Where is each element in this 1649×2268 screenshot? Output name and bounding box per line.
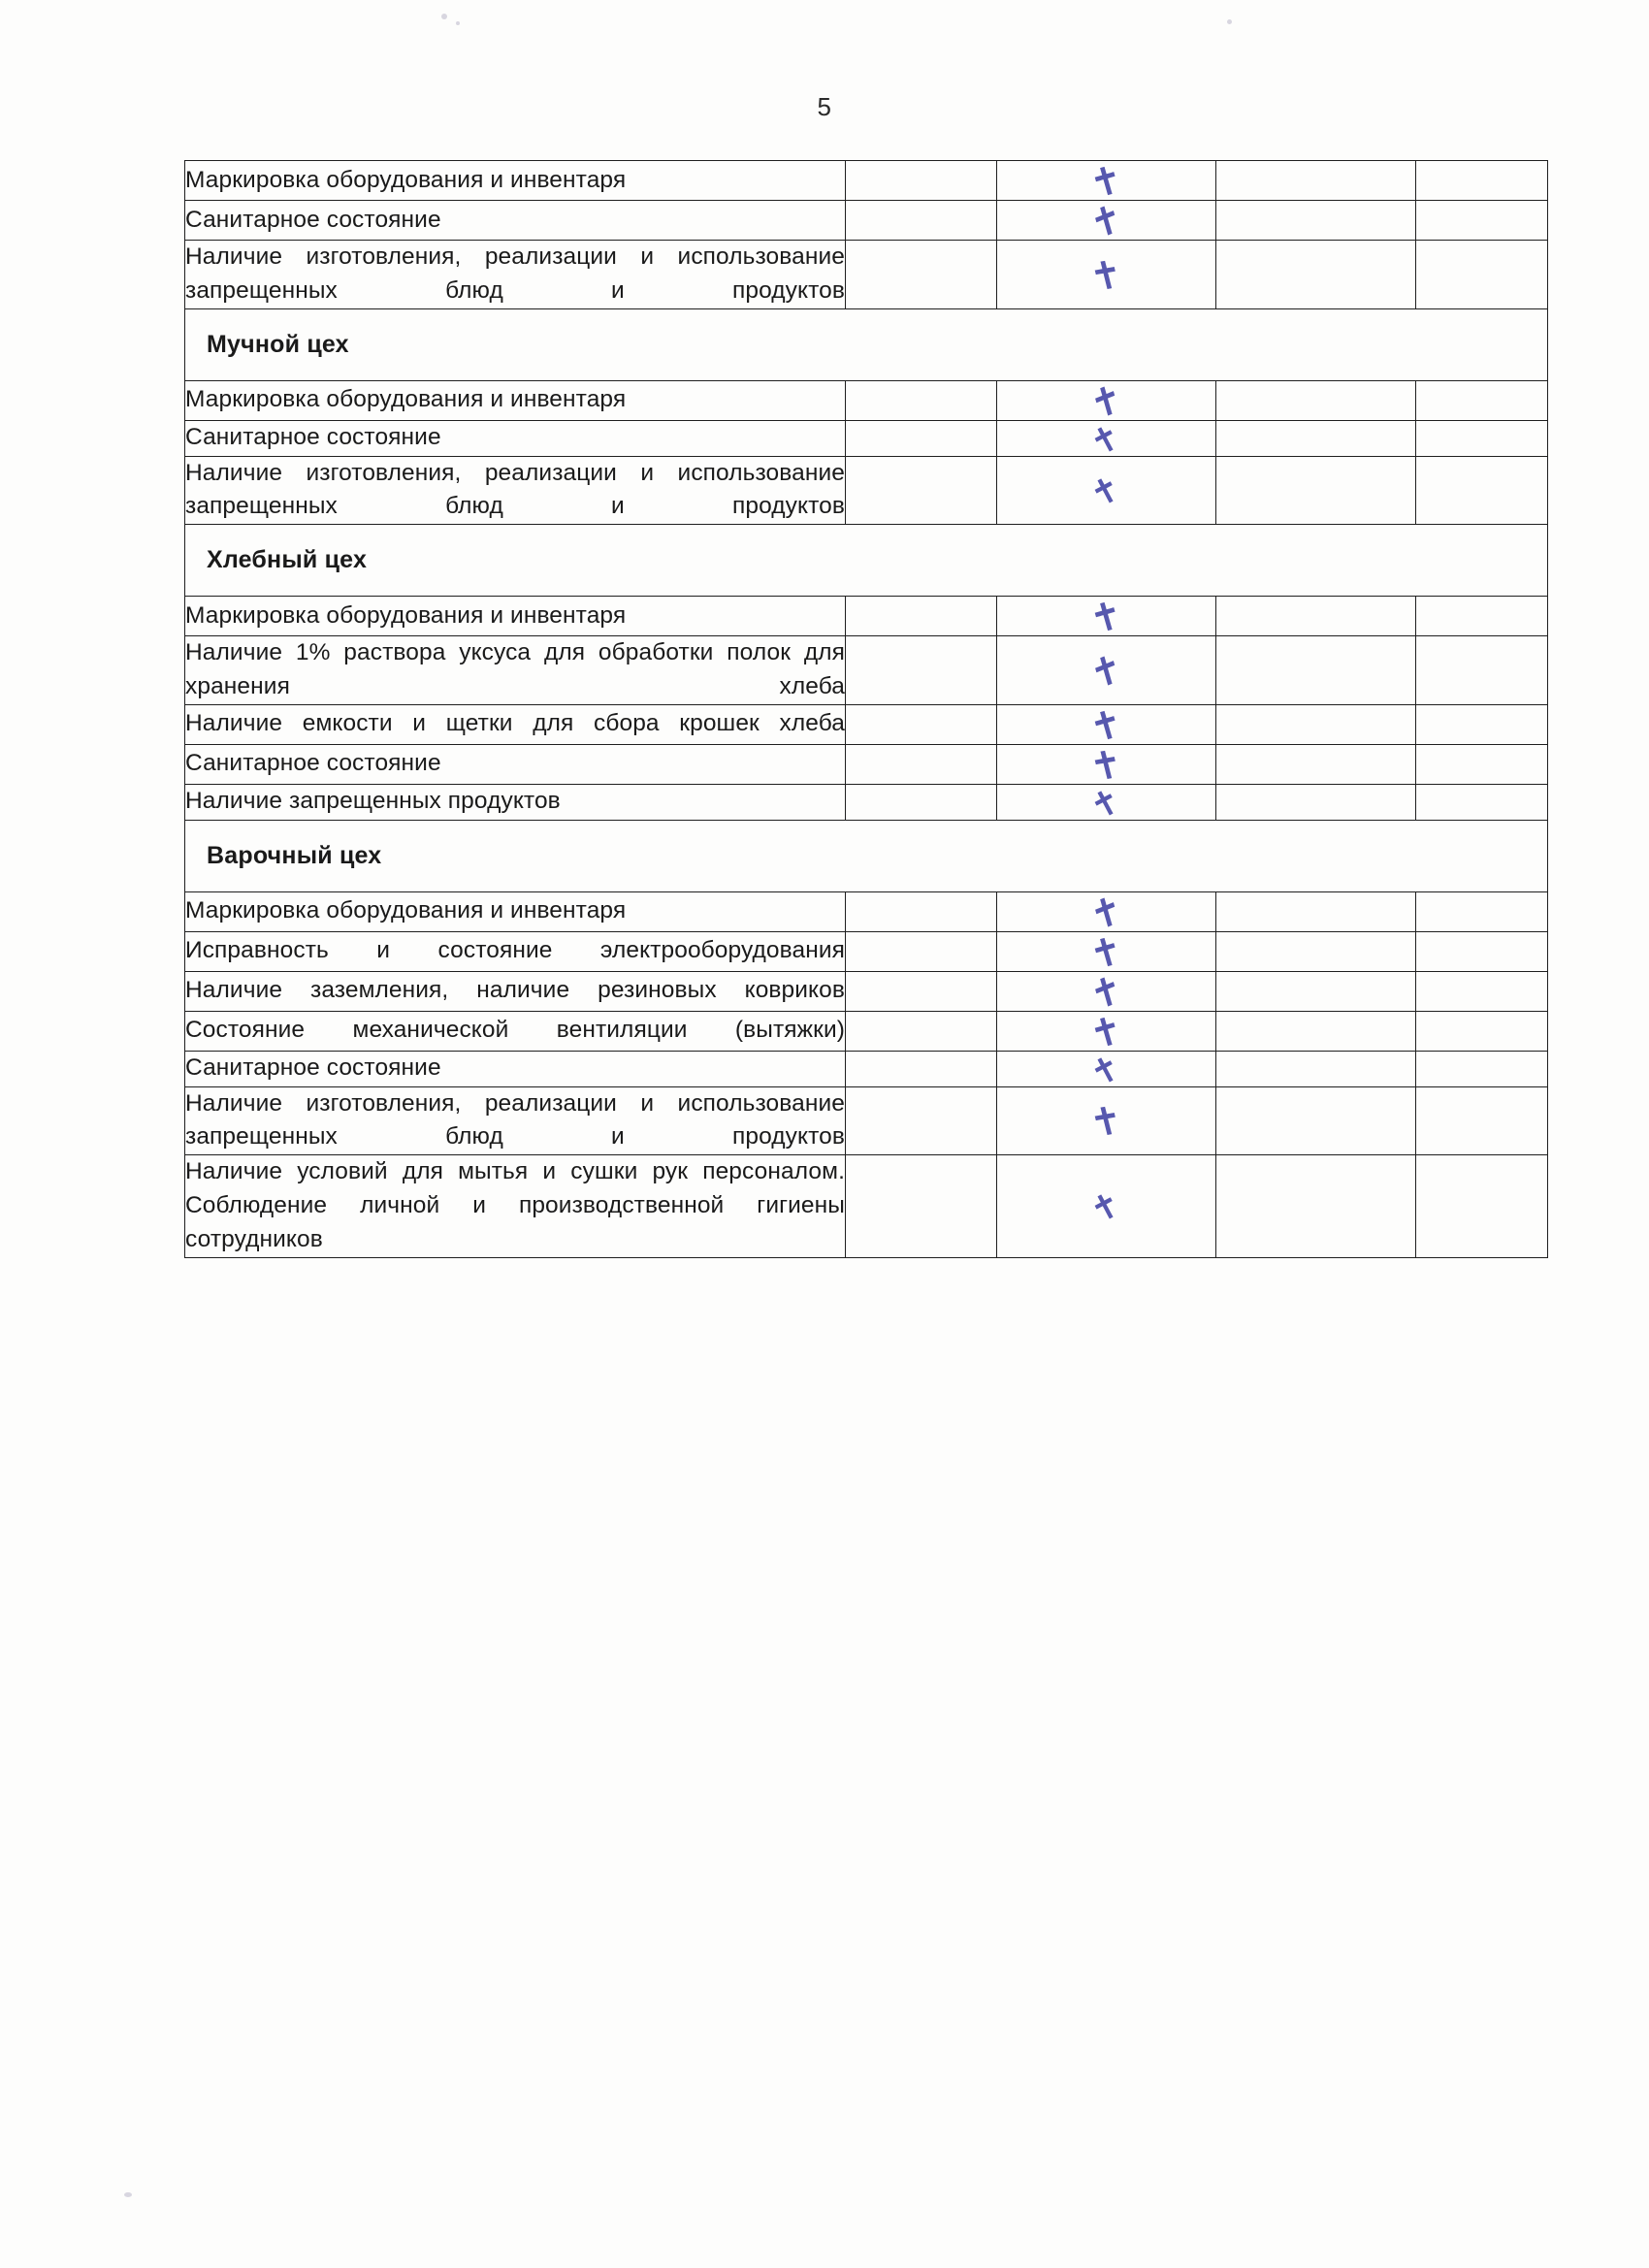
handwritten-check-mark: ✝	[1083, 468, 1129, 517]
row-label: Наличие условий для мытья и сушки рук персоналом. Соблюдение личной и производственной гигиены сотрудников	[185, 1155, 846, 1257]
scan-speck	[124, 2192, 132, 2197]
cell-column-5[interactable]	[1416, 241, 1548, 309]
cell-column-5[interactable]	[1416, 784, 1548, 820]
row-label: Санитарное состояние	[185, 420, 846, 456]
cell-column-2[interactable]	[846, 597, 997, 636]
section-header-row	[185, 308, 1548, 380]
scan-speck	[441, 14, 447, 19]
cell-column-5[interactable]	[1416, 891, 1548, 931]
cell-column-2[interactable]	[846, 161, 997, 201]
cell-column-2[interactable]	[846, 420, 997, 456]
cell-column-4[interactable]	[1216, 931, 1416, 971]
cell-column-5[interactable]	[1416, 380, 1548, 420]
handwritten-check-mark: ✝	[1084, 1098, 1128, 1147]
cell-column-4[interactable]	[1216, 704, 1416, 744]
handwritten-check-mark: ✝	[1083, 1183, 1129, 1233]
table-row	[185, 201, 1548, 241]
cell-column-3-checkmark[interactable]	[997, 741, 1216, 790]
table-row	[185, 931, 1548, 971]
cell-column-2[interactable]	[846, 784, 997, 820]
table-row	[185, 161, 1548, 201]
cell-column-4[interactable]	[1216, 380, 1416, 420]
cell-column-4[interactable]	[1216, 456, 1416, 525]
cell-column-4[interactable]	[1216, 971, 1416, 1011]
cell-column-3-checkmark[interactable]	[997, 241, 1216, 309]
cell-column-5[interactable]	[1416, 201, 1548, 241]
cell-column-2[interactable]	[846, 1155, 997, 1257]
handwritten-check-mark: ✝	[1084, 1006, 1128, 1058]
cell-column-4[interactable]	[1216, 1155, 1416, 1257]
cell-column-3-checkmark[interactable]	[997, 636, 1216, 705]
section-title: Варочный цех	[185, 820, 1548, 891]
cell-column-2[interactable]	[846, 704, 997, 744]
row-label: Состояние механической вентиляции (вытяжки)	[185, 1011, 846, 1051]
table-row	[185, 241, 1548, 309]
table-row	[185, 891, 1548, 931]
cell-column-5[interactable]	[1416, 420, 1548, 456]
cell-column-5[interactable]	[1416, 1086, 1548, 1155]
cell-column-2[interactable]	[846, 636, 997, 705]
cell-column-5[interactable]	[1416, 931, 1548, 971]
cell-column-2[interactable]	[846, 1086, 997, 1155]
cell-column-5[interactable]	[1416, 704, 1548, 744]
section-header-row	[185, 820, 1548, 891]
cell-column-3-checkmark[interactable]	[997, 926, 1216, 979]
row-label: Наличие запрещенных продуктов	[185, 784, 846, 820]
cell-column-4[interactable]	[1216, 744, 1416, 784]
handwritten-check-mark: ✝	[1083, 415, 1129, 465]
cell-column-3-checkmark[interactable]	[997, 965, 1216, 1021]
table-row	[185, 1051, 1548, 1086]
table-row	[185, 704, 1548, 744]
handwritten-check-mark: ✝	[1084, 699, 1128, 752]
row-label: Наличие изготовления, реализации и использование запрещенных блюд и продуктов	[185, 456, 846, 525]
scan-speck	[1227, 19, 1232, 24]
cell-column-3-checkmark[interactable]	[997, 886, 1216, 941]
handwritten-check-mark: ✝	[1084, 965, 1128, 1021]
row-label: Наличие изготовления, реализации и использование запрещенных блюд и продуктов	[185, 241, 846, 309]
cell-column-3-checkmark[interactable]	[997, 156, 1216, 208]
handwritten-check-mark: ✝	[1084, 926, 1128, 979]
table-row	[185, 744, 1548, 784]
row-label: Маркировка оборудования и инвентаря	[185, 380, 846, 420]
checklist-table	[184, 156, 1548, 1258]
cell-column-2[interactable]	[846, 891, 997, 931]
handwritten-check-mark: ✝	[1084, 886, 1128, 941]
handwritten-check-mark: ✝	[1084, 644, 1128, 699]
cell-column-5[interactable]	[1416, 1011, 1548, 1051]
row-label: Санитарное состояние	[185, 1051, 846, 1086]
cell-column-3-checkmark[interactable]	[997, 1155, 1216, 1257]
cell-column-5[interactable]	[1416, 1051, 1548, 1086]
cell-column-2[interactable]	[846, 1051, 997, 1086]
cell-column-3-checkmark[interactable]	[997, 1086, 1216, 1155]
table-row	[185, 597, 1548, 636]
table-row	[185, 784, 1548, 820]
handwritten-check-mark: ✝	[1084, 741, 1128, 790]
cell-column-5[interactable]	[1416, 597, 1548, 636]
cell-column-5[interactable]	[1416, 161, 1548, 201]
row-label: Исправность и состояние электрооборудования	[185, 931, 846, 971]
handwritten-check-mark: ✝	[1084, 251, 1128, 301]
cell-column-2[interactable]	[846, 971, 997, 1011]
table-row	[185, 1086, 1548, 1155]
cell-column-3-checkmark[interactable]	[997, 374, 1216, 430]
table-row	[185, 456, 1548, 525]
cell-column-4[interactable]	[1216, 1051, 1416, 1086]
cell-column-3-checkmark[interactable]	[997, 1046, 1216, 1095]
cell-column-3-checkmark[interactable]	[997, 456, 1216, 525]
cell-column-3-checkmark[interactable]	[997, 1006, 1216, 1058]
cell-column-4[interactable]	[1216, 420, 1416, 456]
cell-column-4[interactable]	[1216, 784, 1416, 820]
row-label: Наличие емкости и щетки для сбора крошек хлеба	[185, 704, 846, 744]
cell-column-3-checkmark[interactable]	[997, 779, 1216, 828]
section-title: Хлебный цех	[185, 525, 1548, 597]
row-label: Наличие 1% раствора уксуса для обработки полок для хранения хлеба	[185, 636, 846, 705]
table-row	[185, 420, 1548, 456]
cell-column-4[interactable]	[1216, 597, 1416, 636]
cell-column-5[interactable]	[1416, 636, 1548, 705]
cell-column-2[interactable]	[846, 241, 997, 309]
handwritten-check-mark: ✝	[1083, 1046, 1129, 1095]
row-label: Санитарное состояние	[185, 744, 846, 784]
page-number: 5	[817, 92, 832, 121]
cell-column-5[interactable]	[1416, 971, 1548, 1011]
cell-column-5[interactable]	[1416, 1155, 1548, 1257]
cell-column-4[interactable]	[1216, 201, 1416, 241]
cell-column-3-checkmark[interactable]	[997, 415, 1216, 465]
handwritten-check-mark: ✝	[1084, 374, 1128, 430]
section-title: Мучной цех	[185, 308, 1548, 380]
row-label: Маркировка оборудования и инвентаря	[185, 161, 846, 201]
cell-column-5[interactable]	[1416, 744, 1548, 784]
cell-column-5[interactable]	[1416, 456, 1548, 525]
checklist-table-wrapper	[184, 156, 1542, 1258]
cell-column-4[interactable]	[1216, 636, 1416, 705]
cell-column-3-checkmark[interactable]	[997, 699, 1216, 752]
scan-speck	[456, 21, 460, 25]
row-label: Маркировка оборудования и инвентаря	[185, 891, 846, 931]
cell-column-4[interactable]	[1216, 241, 1416, 309]
cell-column-2[interactable]	[846, 456, 997, 525]
handwritten-check-mark: ✝	[1084, 592, 1128, 643]
row-label: Санитарное состояние	[185, 201, 846, 241]
row-label: Маркировка оборудования и инвентаря	[185, 597, 846, 636]
section-header-row	[185, 525, 1548, 597]
handwritten-check-mark: ✝	[1084, 156, 1128, 208]
table-row	[185, 1011, 1548, 1051]
cell-column-4[interactable]	[1216, 891, 1416, 931]
cell-column-3-checkmark[interactable]	[997, 592, 1216, 643]
cell-column-4[interactable]	[1216, 1086, 1416, 1155]
cell-column-2[interactable]	[846, 201, 997, 241]
handwritten-check-mark: ✝	[1084, 194, 1128, 249]
table-row	[185, 971, 1548, 1011]
cell-column-2[interactable]	[846, 380, 997, 420]
table-row	[185, 380, 1548, 420]
table-row	[185, 636, 1548, 705]
row-label: Наличие заземления, наличие резиновых ковриков	[185, 971, 846, 1011]
table-row	[185, 1155, 1548, 1257]
cell-column-3-checkmark[interactable]	[997, 194, 1216, 249]
cell-column-4[interactable]	[1216, 1011, 1416, 1051]
cell-column-2[interactable]	[846, 1011, 997, 1051]
cell-column-4[interactable]	[1216, 161, 1416, 201]
cell-column-2[interactable]	[846, 931, 997, 971]
checklist-table-body	[185, 156, 1548, 1258]
cell-column-2[interactable]	[846, 744, 997, 784]
handwritten-check-mark: ✝	[1083, 779, 1129, 828]
row-label: Наличие изготовления, реализации и использование запрещенных блюд и продуктов	[185, 1086, 846, 1155]
